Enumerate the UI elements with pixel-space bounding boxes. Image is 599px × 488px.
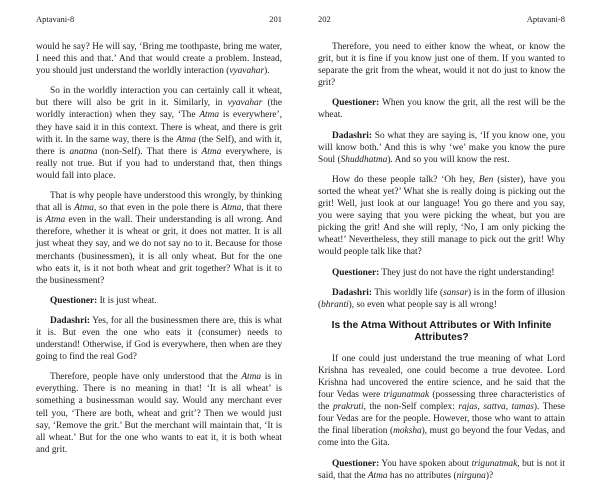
- text-run: is everywhere’, they have said it in this context. There is wheat, and there is grit with it. In the same way, there is the: [36, 110, 282, 145]
- text-run: would he say? He will say, ‘Bring me toothpaste, bring me water, I need this and that.’ And that would create a problem. Instead, you should just understand the worldly interaction (: [36, 42, 282, 77]
- text-run: (the Self), and with it, there is: [36, 134, 282, 157]
- text-run: (the worldly interaction) when they say, ‘The: [36, 98, 282, 121]
- page-number: 201: [269, 14, 282, 24]
- italic-term: Atma: [201, 146, 222, 157]
- text-run: You have spoken about: [379, 458, 472, 469]
- text-run: ). These four Vedas are for the people. However, those who want to attain the final liberation (: [318, 402, 566, 437]
- speaker-label: Dadashri:: [50, 315, 90, 326]
- text-run: That is why people have understood this wrongly, by thinking that all is: [36, 191, 282, 214]
- italic-term: Atma: [221, 203, 242, 214]
- italic-term: Atma: [367, 470, 388, 481]
- text-run: (non-Self). That there is: [97, 146, 202, 157]
- right-page-body-top: [318, 41, 565, 311]
- italic-term: vyavahar: [227, 98, 263, 109]
- left-page-header: [36, 14, 282, 24]
- paragraph: [318, 267, 565, 279]
- italic-term: Ben: [478, 174, 494, 185]
- text-run: So what they are saying is, ‘If you know one, you will know both.’ And this is why ‘we’ make you know the pure Soul (: [318, 130, 565, 165]
- paragraph: [318, 458, 565, 482]
- text-run: ,: [477, 402, 484, 413]
- paragraph: [36, 190, 282, 287]
- text-run: , the non-Self complex:: [363, 402, 459, 413]
- italic-term: moksha: [393, 426, 422, 437]
- page-number: 202: [318, 14, 331, 24]
- italic-term: nirguna: [456, 470, 486, 481]
- text-run: (sister), have you sorted the wheat yet?’ What she is really doing is picking out the grit! Well, just look at our language! You go there and you say, you were saying that you were picking the wheat, but you are picking the grit! And she will reply, ‘No, I am only picking the wheat!’ Nevertheless, they still manage to pick out the grit! Why would people talk like that?: [318, 174, 565, 258]
- text-run: (possessing three characteristics of the: [318, 390, 566, 413]
- paragraph: [318, 287, 565, 311]
- italic-term: Atma: [45, 215, 66, 226]
- italic-term: Atma: [176, 134, 196, 145]
- italic-term: Atma: [74, 203, 94, 214]
- text-run: )?: [485, 470, 494, 481]
- right-page-body-bottom: [318, 353, 565, 482]
- paragraph: [36, 85, 282, 182]
- running-head: Aptavani-8: [526, 14, 565, 24]
- section-heading: Is the Atma Without Attributes or With Infinite Attributes?: [331, 319, 552, 344]
- text-run: everywhere, is really not true. But if you had to understand that, then things would fall into place.: [36, 146, 282, 181]
- paragraph: [318, 174, 565, 259]
- text-run: How do these people talk? ‘Oh hey,: [332, 174, 479, 185]
- italic-term: trigunatmak: [383, 390, 430, 401]
- text-run: If one could just understand the true meaning of what Lord Krishna has revealed, one could become a true devotee. Lord Krishna had uncovered the entire science, and he said that the four Vedas were: [318, 353, 565, 401]
- text-run: ) is in the form of illusion (: [318, 287, 565, 310]
- italic-term: Shuddhatma: [340, 154, 388, 165]
- left-page-body: [36, 41, 282, 456]
- paragraph: [318, 353, 565, 450]
- speaker-label: Questioner:: [50, 295, 98, 306]
- text-run: , but is not it said, that the: [318, 458, 566, 481]
- speaker-label: Questioner:: [332, 267, 380, 278]
- italic-term: bhranti: [321, 299, 349, 310]
- paragraph: [36, 295, 282, 307]
- italic-term: prakruti: [332, 402, 364, 413]
- speaker-label: Dadashri:: [332, 130, 372, 141]
- text-run: They just do not have the right understanding!: [379, 267, 555, 278]
- italic-term: Atma: [241, 372, 262, 383]
- text-run: , so that even in the pole there is: [93, 203, 222, 214]
- text-run: It is just wheat.: [97, 295, 157, 306]
- paragraph: [318, 41, 565, 89]
- text-run: ), so even what people say is all wrong!: [348, 299, 497, 310]
- text-run: ). And so you will know the rest.: [387, 154, 510, 165]
- text-run: , that there is: [36, 203, 282, 226]
- speaker-label: Dadashri:: [332, 287, 372, 298]
- text-run: Yes, for all the businessmen there are, this is what it is. But even the one who eats it (consumer) needs to understand! Otherwise, if God is everywhere, then when are they going to find the real God?: [36, 315, 282, 363]
- running-head: Aptavani-8: [36, 14, 75, 24]
- italic-term: sattva: [483, 402, 506, 413]
- paragraph: [36, 371, 282, 456]
- text-run: ), must go beyond the four Vedas, and come into the Gita.: [318, 426, 565, 449]
- speaker-label: Questioner:: [332, 458, 380, 469]
- text-run: Therefore, you need to either know the wheat, or know the grit, but it is fine if you know just one of them. If you wanted to separate the grit from the wheat, would it not do just to know the grit?: [318, 42, 565, 89]
- paragraph: [36, 41, 282, 77]
- text-run: This worldly life (: [371, 287, 444, 298]
- paragraph: [36, 315, 282, 363]
- text-run: So in the worldly interaction you can certainly call it wheat, but there will also be grit in it. Similarly, in: [36, 86, 282, 109]
- text-run: When you know the grit, all the rest will be the wheat.: [318, 98, 565, 121]
- paragraph: [318, 130, 565, 166]
- right-page: [300, 0, 599, 488]
- text-run: has no attributes (: [387, 470, 457, 481]
- italic-term: sansar: [443, 287, 468, 298]
- speaker-label: Questioner:: [332, 98, 380, 109]
- italic-term: anatma: [69, 146, 98, 157]
- italic-term: trigunatmak: [471, 458, 518, 469]
- text-run: even in the wall. Their understanding is all wrong. And therefore, whether it is wheat or grit, it does not matter. It is all just wheat they say, and we do not say no to it. Because for those merchants (businessmen), it is all only wheat. But for the one who eats it, is it not both wheat and grit together? What is it to the businessment?: [36, 215, 282, 286]
- italic-term: rajas: [458, 402, 478, 413]
- italic-term: tamas: [511, 402, 534, 413]
- right-page-header: [318, 14, 565, 24]
- text-run: is in everything. There is no meaning in that! ‘It is all wheat’ is something a businessman would say. Would any merchant ever tell you, ‘There are both, wheat and grit’? Then we would just say, ‘Remove the grit.’ But the merchant will maintain that, ‘It is all wheat.’ But for the one who wants to eat it, it is both wheat and grit.: [36, 372, 282, 455]
- text-run: ,: [505, 402, 512, 413]
- text-run: ).: [264, 66, 270, 77]
- italic-term: Atma: [199, 110, 220, 121]
- italic-term: vyavahar: [229, 66, 265, 77]
- text-run: Therefore, people have only understood that the: [50, 372, 242, 383]
- paragraph: [318, 97, 565, 121]
